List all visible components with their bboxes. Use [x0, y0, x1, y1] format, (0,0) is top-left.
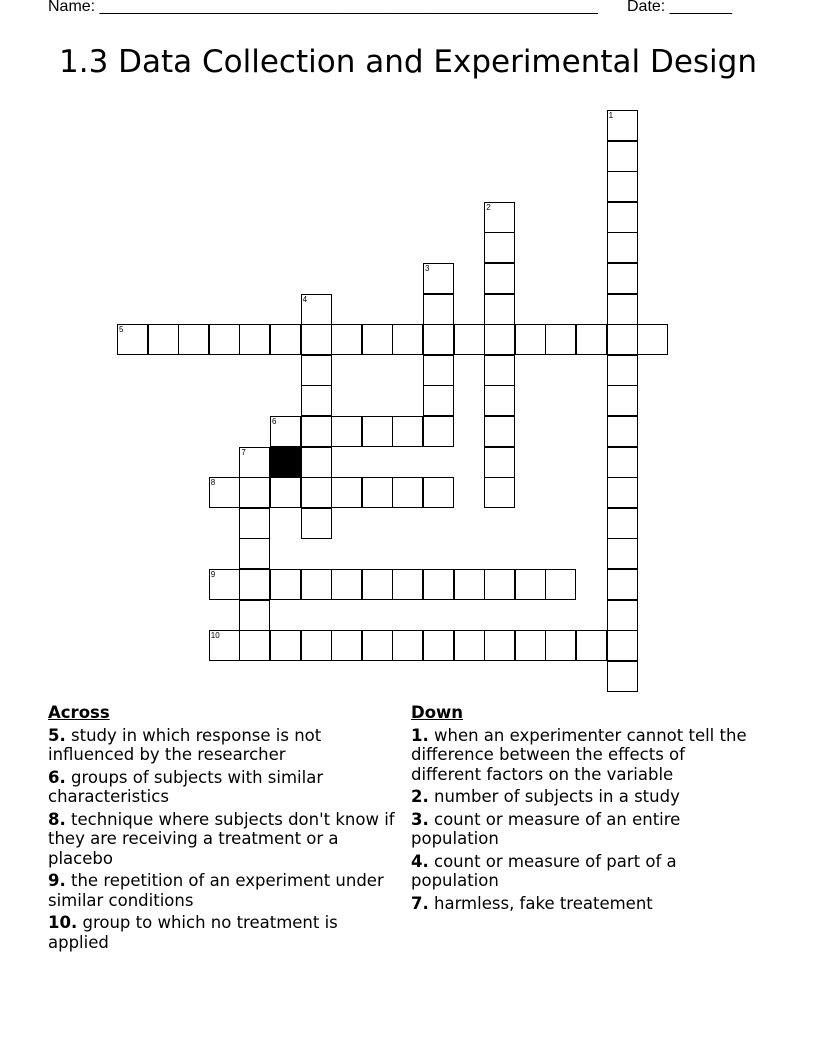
grid-cell[interactable] [484, 385, 515, 416]
clue-down-3 [411, 810, 756, 849]
grid-cell[interactable] [607, 477, 638, 508]
grid-cell[interactable] [392, 569, 423, 600]
grid-cell[interactable] [423, 324, 454, 355]
grid-cell[interactable] [239, 508, 270, 539]
cell-number: 8 [210, 478, 216, 488]
grid-cell[interactable] [270, 569, 301, 600]
grid-cell[interactable] [515, 324, 546, 355]
grid-cell[interactable] [484, 447, 515, 478]
grid-cell[interactable] [423, 477, 454, 508]
clue-number: 5. [48, 725, 66, 745]
clue-across-6 [48, 768, 398, 807]
grid-cell[interactable] [301, 385, 332, 416]
grid-cell[interactable] [607, 294, 638, 325]
grid-cell[interactable] [392, 324, 423, 355]
grid-cell[interactable] [484, 416, 515, 447]
cell-number: 3 [425, 264, 430, 273]
grid-cell[interactable] [607, 508, 638, 539]
grid-cell[interactable] [331, 324, 362, 355]
grid-cell[interactable] [301, 416, 332, 447]
grid-cell[interactable] [607, 600, 638, 631]
grid-cell[interactable] [239, 569, 270, 600]
across-heading: Across [48, 703, 110, 722]
cell-number: 7 [241, 447, 246, 457]
grid-cell[interactable] [392, 630, 423, 661]
clue-text: group to which no treatment is applied [48, 913, 338, 952]
grid-cell[interactable] [301, 508, 332, 539]
grid-cell[interactable] [392, 416, 423, 447]
down-heading: Down [411, 703, 464, 722]
grid-cell[interactable] [239, 324, 270, 355]
clue-across-8 [48, 810, 398, 869]
clue-across-5 [48, 726, 398, 765]
grid-cell[interactable] [331, 569, 362, 600]
grid-cell[interactable] [423, 385, 454, 416]
grid-cell[interactable] [637, 324, 668, 355]
clue-text: count or measure of part of a population [411, 851, 677, 890]
grid-cell[interactable] [607, 416, 638, 447]
clue-number: 3. [411, 809, 429, 829]
cell-number: 6 [272, 417, 277, 426]
clue-text: number of subjects in a study [434, 787, 680, 806]
grid-cell[interactable] [270, 477, 301, 508]
clue-number: 1. [411, 725, 429, 745]
grid-cell[interactable] [484, 263, 515, 294]
clue-number: 2. [411, 787, 429, 806]
grid-cell[interactable] [423, 294, 454, 325]
cell-number: 5 [119, 325, 124, 335]
grid-cell[interactable] [607, 263, 638, 294]
clue-number: 10. [48, 913, 78, 932]
grid-cell[interactable] [607, 202, 638, 233]
cell-number: 10 [210, 631, 220, 641]
cell-number: 9 [210, 570, 216, 579]
grid-cell[interactable] [607, 385, 638, 416]
grid-cell[interactable] [484, 569, 515, 600]
grid-cell[interactable] [301, 569, 332, 600]
grid-cell[interactable] [239, 538, 270, 569]
grid-cell[interactable] [270, 324, 301, 355]
grid-cell[interactable] [607, 355, 638, 386]
grid-cell[interactable] [576, 324, 607, 355]
cell-number: 1 [608, 111, 614, 120]
grid-cell[interactable] [423, 416, 454, 447]
grid-cell[interactable] [331, 477, 362, 508]
grid-cell[interactable] [362, 569, 393, 600]
clue-number: 6. [48, 767, 66, 787]
clue-text: harmless, fake treatement [434, 893, 653, 913]
blocked-cell [270, 447, 301, 478]
grid-cell[interactable] [331, 416, 362, 447]
grid-cell[interactable] [301, 447, 332, 478]
grid-cell[interactable] [362, 324, 393, 355]
grid-cell[interactable] [392, 477, 423, 508]
grid-cell[interactable] [270, 416, 301, 447]
grid-cell[interactable] [545, 569, 576, 600]
grid-cell[interactable] [484, 477, 515, 508]
clue-down-2 [411, 787, 756, 807]
down-clues [411, 703, 756, 916]
grid-cell[interactable] [515, 569, 546, 600]
clue-down-7 [411, 894, 756, 914]
clue-down-1 [411, 726, 756, 785]
grid-cell[interactable] [607, 630, 638, 661]
across-clues [48, 703, 398, 955]
grid-cell[interactable] [607, 447, 638, 478]
grid-cell[interactable] [209, 324, 240, 355]
grid-cell[interactable] [148, 324, 179, 355]
clue-number: 8. [48, 809, 66, 829]
grid-cell[interactable] [301, 630, 332, 661]
grid-cell[interactable] [423, 630, 454, 661]
grid-cell[interactable] [239, 600, 270, 631]
grid-cell[interactable] [362, 477, 393, 508]
grid-cell[interactable] [607, 569, 638, 600]
grid-cell[interactable] [209, 569, 240, 600]
clue-across-9 [48, 871, 398, 910]
grid-cell[interactable] [209, 477, 240, 508]
grid-cell[interactable] [484, 630, 515, 661]
grid-cell[interactable] [484, 232, 515, 263]
grid-cell[interactable] [423, 355, 454, 386]
grid-cell[interactable] [239, 630, 270, 661]
grid-cell[interactable] [607, 141, 638, 172]
grid-cell[interactable] [270, 630, 301, 661]
grid-cell[interactable] [607, 538, 638, 569]
grid-cell[interactable] [484, 294, 515, 325]
name-field[interactable]: Name: ________________________________________________________ [48, 0, 598, 15]
grid-cell[interactable] [301, 294, 332, 325]
clue-down-4 [411, 852, 756, 891]
grid-cell[interactable] [607, 324, 638, 355]
grid-cell[interactable] [454, 324, 485, 355]
grid-cell[interactable] [239, 477, 270, 508]
grid-cell[interactable] [545, 630, 576, 661]
grid-cell[interactable] [423, 263, 454, 294]
grid-cell[interactable] [484, 324, 515, 355]
date-field[interactable]: Date: _______ [627, 0, 732, 15]
grid-cell[interactable] [301, 355, 332, 386]
clue-across-10 [48, 913, 398, 952]
clue-text: when an experimenter cannot tell the difference between the effects of different factors on the variable [411, 725, 747, 784]
clue-number: 7. [411, 893, 429, 913]
grid-cell[interactable] [423, 569, 454, 600]
clue-text: the repetition of an experiment under similar conditions [48, 871, 384, 910]
grid-cell[interactable] [607, 661, 638, 692]
clue-text: technique where subjects don't know if they are receiving a treatment or a placebo [48, 809, 395, 868]
grid-cell[interactable] [301, 324, 332, 355]
cell-number: 2 [486, 202, 491, 212]
grid-cell[interactable] [607, 110, 638, 141]
grid-cell[interactable] [545, 324, 576, 355]
grid-cell[interactable] [576, 630, 607, 661]
grid-cell[interactable] [362, 416, 393, 447]
clue-number: 4. [411, 851, 429, 871]
grid-cell[interactable] [178, 324, 209, 355]
grid-cell[interactable] [607, 171, 638, 202]
grid-cell[interactable] [209, 630, 240, 661]
grid-cell[interactable] [239, 447, 270, 478]
grid-cell[interactable] [301, 477, 332, 508]
grid-cell[interactable] [484, 355, 515, 386]
grid-cell[interactable] [331, 630, 362, 661]
grid-cell[interactable] [454, 569, 485, 600]
grid-cell[interactable] [484, 202, 515, 233]
clue-text: count or measure of an entire population [411, 809, 681, 848]
grid-cell[interactable] [117, 324, 148, 355]
grid-cell[interactable] [454, 630, 485, 661]
cell-number: 4 [302, 294, 308, 304]
clue-text: groups of subjects with similar characteristics [48, 767, 324, 806]
clue-number: 9. [48, 871, 66, 890]
grid-cell[interactable] [515, 630, 546, 661]
page-title: 1.3 Data Collection and Experimental Design [59, 44, 757, 80]
clue-text: study in which response is not influenced by the researcher [48, 725, 322, 764]
grid-cell[interactable] [607, 232, 638, 263]
grid-cell[interactable] [362, 630, 393, 661]
